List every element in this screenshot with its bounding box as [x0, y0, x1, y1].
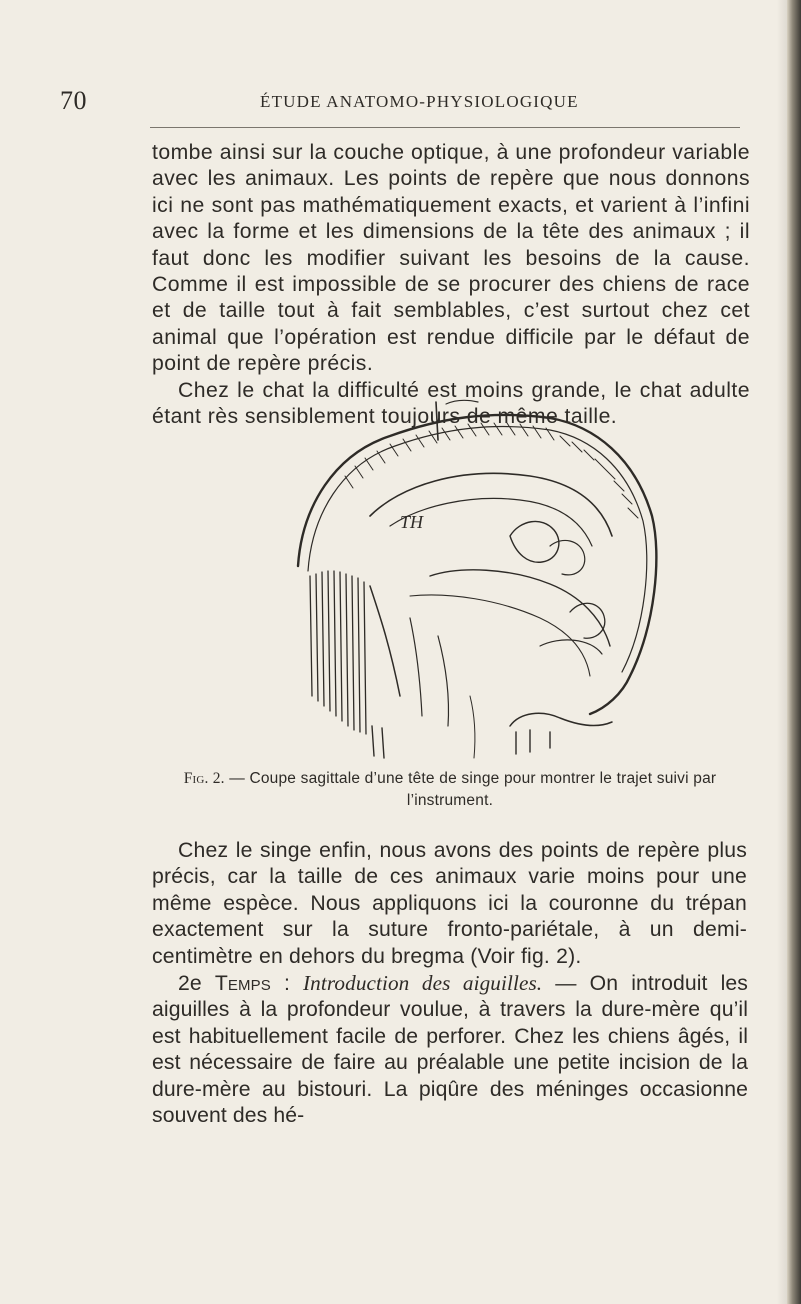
- paragraph-1-text: tombe ainsi sur la couche optique, à une profondeur variable avec les animaux. Les points de repère que nous donnons ici ne sont pas mathématiquement exacts, et varient à l’infini avec la forme et les dimensions de la tête des animaux ; il faut donc les modifier suivant les besoins de la cause. Comme il est impossible de se procurer des chiens de race et de taille tout à fait semblables, c’est surtout chez cet animal que l’opération est rendue difficile par le défaut de point de repère précis.: [152, 141, 750, 376]
- sagittal-section-figure: [250, 396, 670, 768]
- figure-caption-label: Fig. 2.: [183, 770, 225, 787]
- paragraph-2-text: Chez le singe enfin, nous avons des points de repère plus précis, car la taille de ces animaux varie moins pour une même espèce. Nous appliquons ici la couronne du trépan exactement sur la suture fronto-pariétale, à un demi-centimètre en dehors du bregma (Voir fig. 2).: [152, 839, 747, 968]
- step-label: Temps: [214, 972, 271, 995]
- paragraph-1b-text: Chez le chat la difficulté est moins grande, le chat adulte étant rès sensiblement toujours de même taille.: [152, 378, 750, 429]
- step-title: Introduction des aiguilles.: [303, 971, 543, 995]
- header-rule: [150, 127, 740, 128]
- page-gutter-shadow: [777, 0, 787, 1304]
- step-number: 2e: [178, 972, 202, 995]
- figure-caption-text: — Coupe sagittale d’une tête de singe pour montrer le trajet suivi par l’instrument.: [224, 770, 717, 809]
- figure-label-th: TH: [400, 512, 424, 532]
- running-head: ÉTUDE ANATOMO-PHYSIOLOGIQUE: [260, 92, 579, 111]
- paragraph-3: 2e Temps : Introduction des aiguilles. — On introduit les aiguilles à la profondeur voulue, à travers la dure-mère qu’il est habituellement facile de perforer. Chez les chiens âgés, il est nécessaire de faire au préalable une petite incision de la dure-mère au bistouri. La piqûre des méninges occasionne souvent des hé-: [152, 971, 748, 1128]
- paragraph-1: [152, 140, 750, 430]
- figure-caption: [150, 768, 750, 812]
- page-number: 70: [60, 86, 87, 115]
- paragraph-2: [152, 838, 747, 970]
- paragraph-3-text: — On introduit les aiguilles à la profondeur voulue, à travers la dure-mère qu’il est habituellement facile de perforer. Chez les chiens âgés, il est nécessaire de faire au préalable une petite incision de la dure-mère au bistouri. La piqûre des méninges occasionne souvent des hé-: [152, 972, 748, 1128]
- page-edge: [787, 0, 801, 1304]
